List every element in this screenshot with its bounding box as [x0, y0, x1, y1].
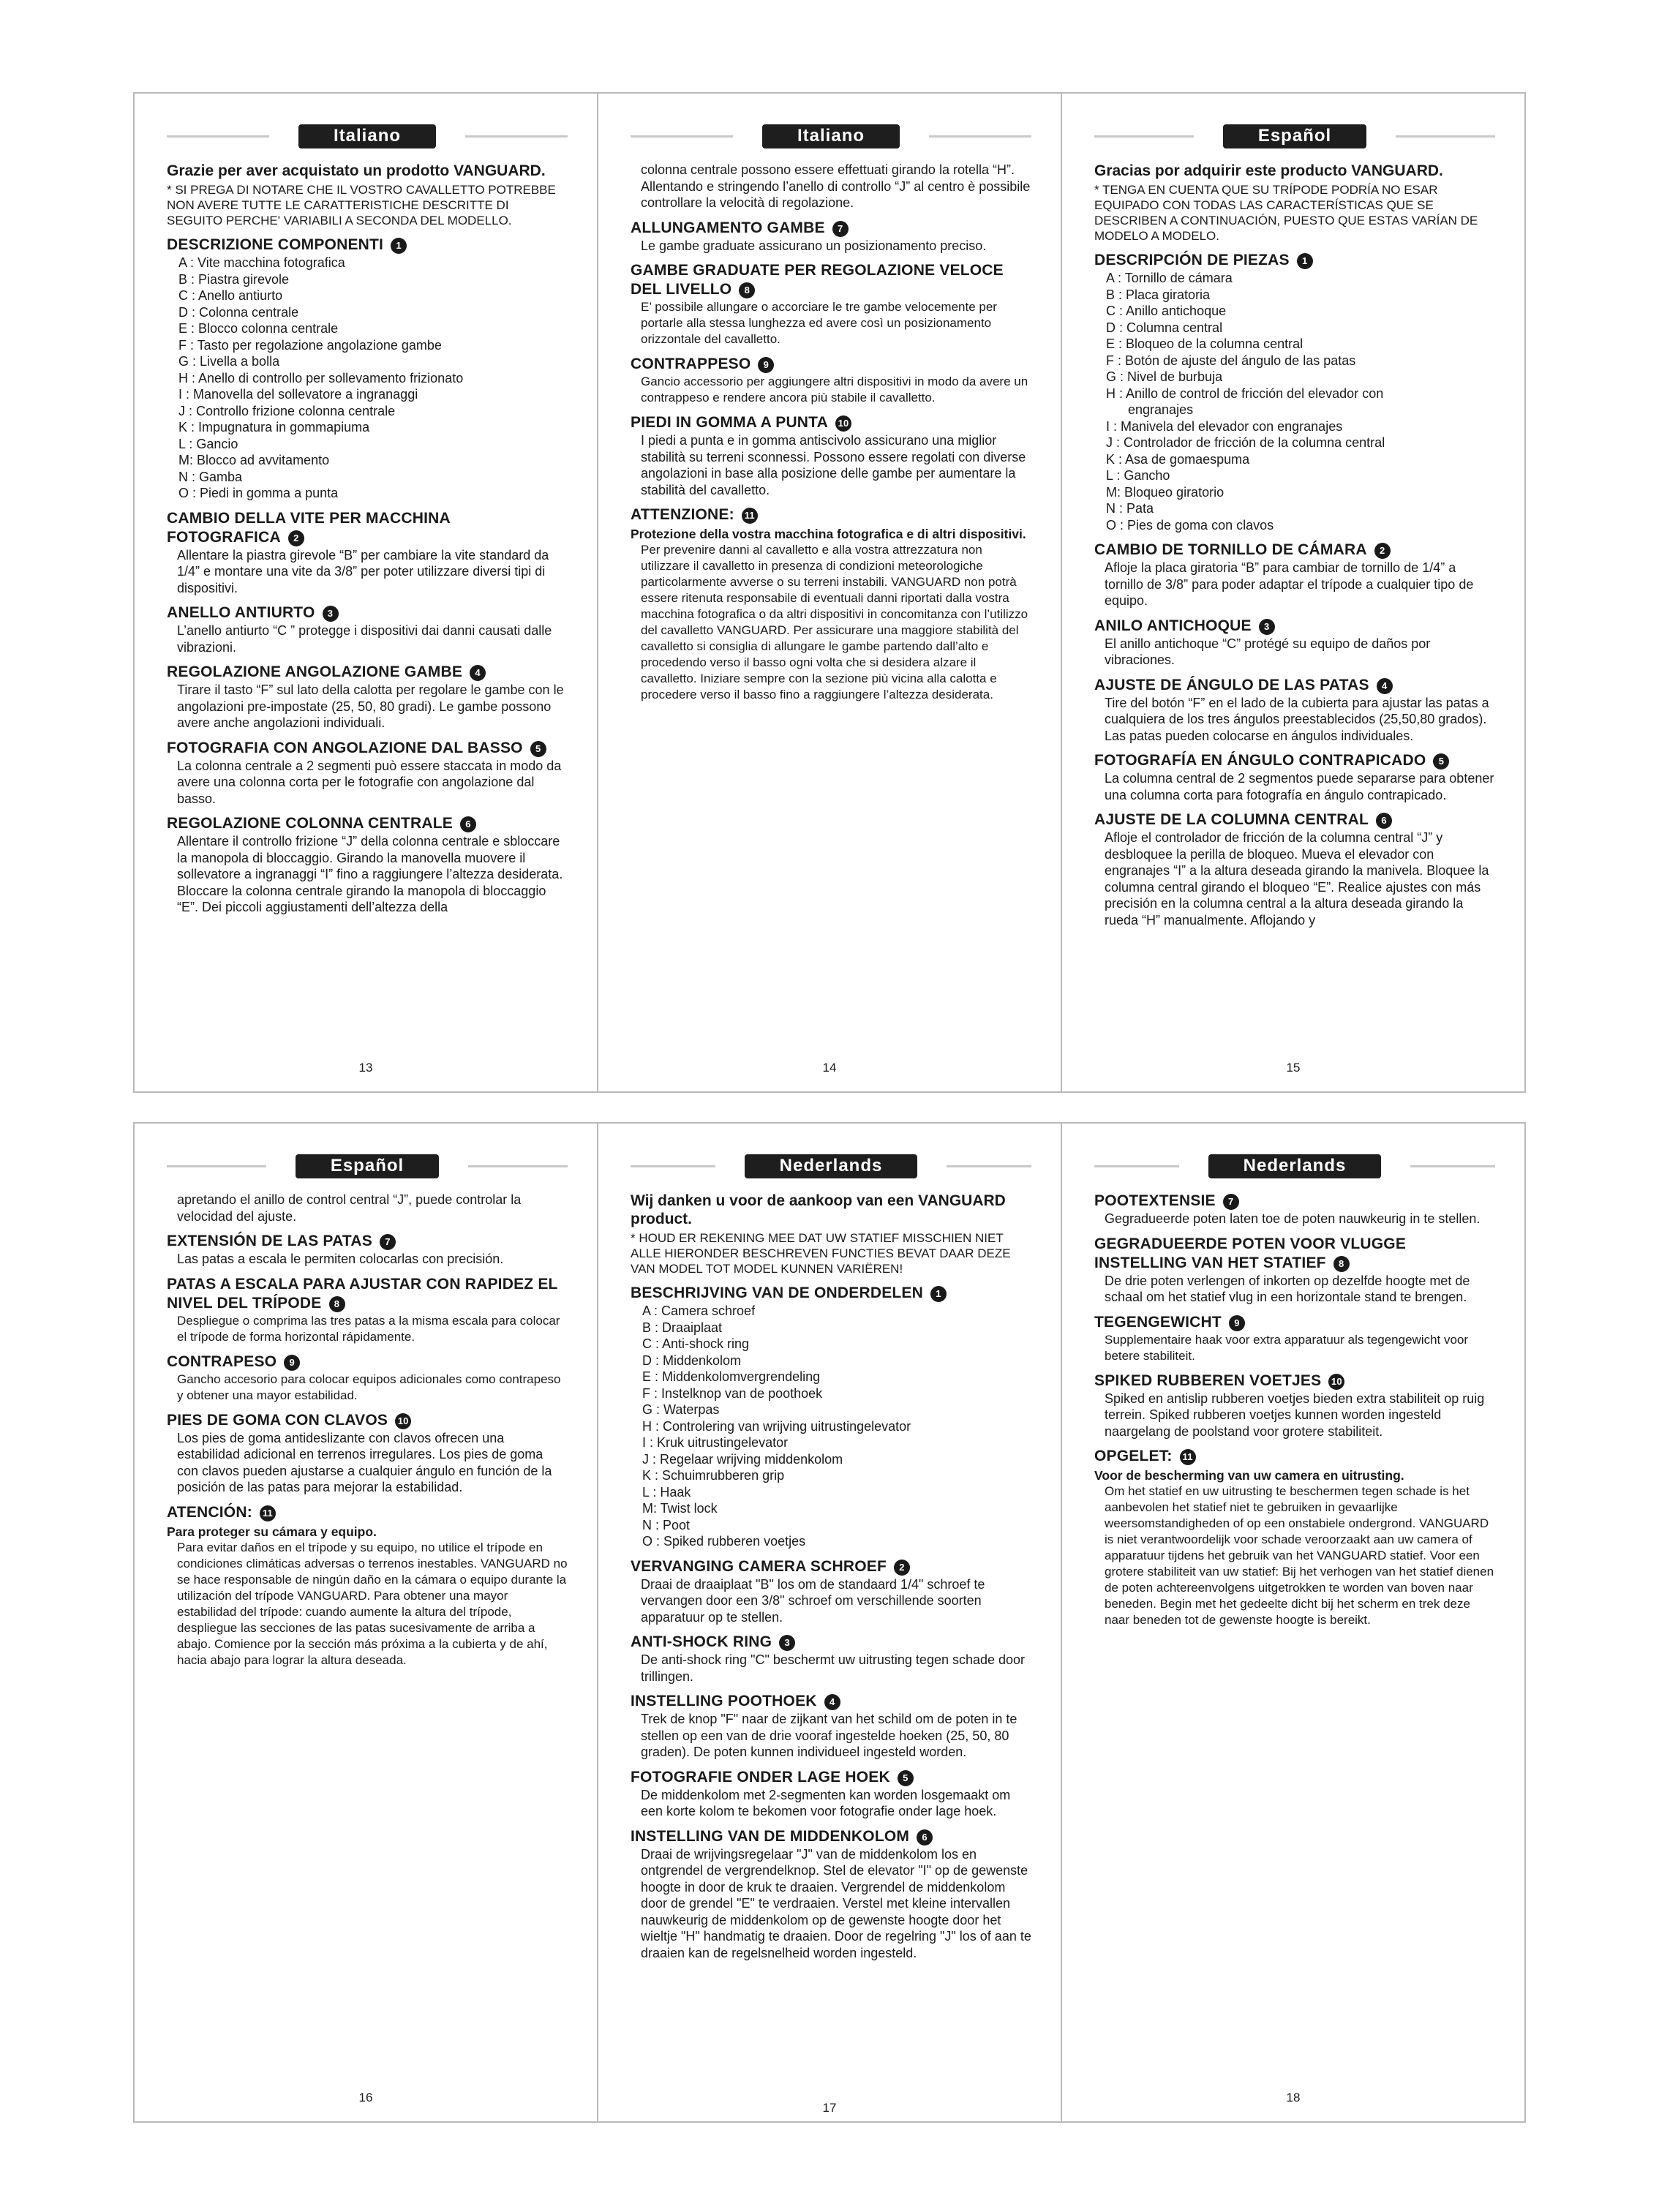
section-number-badge: 11 — [1180, 1449, 1196, 1465]
language-header — [631, 1154, 1031, 1178]
section-title-text: CAMBIO DELLA VITE PER MACCHINA FOTOGRAFICA — [167, 509, 451, 546]
page-number: 13 — [358, 1061, 373, 1075]
section-title — [631, 355, 1031, 374]
warning-subtitle: Voor de bescherming van uw camera en uitrusting. — [1094, 1468, 1404, 1483]
list-item: B : Piastra girevole — [178, 271, 290, 287]
list-item: M: Blocco ad avvitamento — [178, 453, 330, 467]
header-rule-left — [631, 1165, 715, 1167]
section-text: Gegradueerde poten laten toe de poten nauwkeurig in te stellen. — [1105, 1211, 1481, 1226]
section-text: E’ possibile allungare o accorciare le tre gambe velocemente per portarle alla stessa lunghezza ed avere così un posizionamento orizzontale del cavalletto. — [641, 300, 997, 346]
section-text: Allentare il controllo frizione “J” della colonna centrale e sbloccare la manopola di bloccaggio. Girando la manovella muovere il sollevatore a ingranaggi “I” fino a raggiungere l’altezza desiderata. Bloccare la colonna centrale girando la manopola di bloccaggio “E”. Dei piccoli aggiustamenti dell’altezza della — [177, 834, 563, 914]
section-text: I piedi a punta e in gomma antiscivolo assicurano una miglior stabilità su terreni sconnessi. Possono essere regolati con diverse angolazioni in base alla posizione delle gambe per aumentare la stabilità del cavalletto. — [641, 433, 1026, 497]
list-item: G : Waterpas — [642, 1402, 720, 1417]
list-item: C : Anti-shock ring — [642, 1336, 750, 1351]
section-text: Om het statief en uw uitrusting te beschermen tegen schade is het aanbevolen het statief niet te gebruiken in gevaarlijke weersomstandigheden of op een onstabiele ondergrond. VANGUARD is niet verantwoordelijk voor schade veroorzaakt aan uw camera of apparatuur tijdens het gebruik van het VANGUARD statief. Voor een grotere stabiliteit van uw statief: Bij het verhogen van het statief dienen de poten achtereenvolgens uitgetrokken te worden van boven naar beneden. Begin met het gedeelte dicht bij het scherm en trek deze naar beneden tot de gewenste hoogte is bereikt. — [1105, 1484, 1494, 1627]
section-title-text: PIES DE GOMA CON CLAVOS — [167, 1411, 388, 1429]
list-item: K : Impugnatura in gommapiuma — [178, 420, 370, 434]
section-number-badge: 10 — [1328, 1374, 1344, 1390]
section-title-text: CONTRAPESO — [167, 1353, 277, 1370]
section-title — [1094, 1313, 1495, 1332]
section-title — [1094, 1192, 1495, 1211]
list-item: N : Pata — [1106, 501, 1154, 516]
section-title-text: CAMBIO DE TORNILLO DE CÁMARA — [1094, 541, 1367, 558]
language-label: Nederlands — [1208, 1154, 1382, 1178]
section-title — [1094, 1235, 1495, 1273]
section-title-text: INSTELLING VAN DE MIDDENKOLOM — [631, 1827, 910, 1845]
section-title-text: REGOLAZIONE ANGOLAZIONE GAMBE — [167, 663, 463, 680]
section-number-badge: 4 — [470, 665, 486, 681]
section-title — [631, 219, 1031, 238]
page-13 — [135, 94, 597, 1091]
model-note: * HOUD ER REKENING MEE DAT UW STATIEF MISSCHIEN NIET ALLE HIERONDER BESCHREVEN FUNCTIES BEVAT DAAR DEZE VAN MODEL TOT MODEL KUNNEN VARIËREN! — [631, 1231, 1011, 1276]
continued-text: colonna centrale possono essere effettuati girando la rotella “H”. Allentando e stringendo l’anello di controllo “J” al centro è possibile controllare la velocità di regolazione. — [641, 162, 1031, 210]
section-text: Per prevenire danni al cavalletto e alla vostra attrezzatura non utilizzare il cavalletto in presenza di condizioni meteorologiche particolarmente avverse o su terreni instabili. VANGUARD non potrà essere ritenuta responsabile di eventuali danni riportati dalla vostra macchina fotografica o da altri dispositivi in concomitanza con l’utilizzo del cavalletto VANGUARD. Per assicurare una maggiore stabilità del cavalletto si consiglia di allungare le gambe partendo dall’alto e procedendo verso il basso ogni volta che si desidera alzare il cavalletto. Iniziare sempre con la sezione più vicina alla calotta e procedere verso il basso fino a raggiungere l’altezza desiderata. — [641, 543, 1028, 701]
section-title — [167, 509, 568, 547]
section-title-text: ANTI-SHOCK RING — [631, 1633, 772, 1650]
language-label: Español — [296, 1154, 439, 1178]
header-rule-right — [468, 1165, 568, 1167]
list-item: K : Asa de gomaespuma — [1106, 451, 1250, 467]
section-number-badge: 7 — [832, 221, 849, 237]
header-rule-right — [1410, 1165, 1495, 1167]
section-number-badge: 2 — [288, 530, 304, 546]
section-title — [631, 1633, 1031, 1652]
section-text: Draai de draaiplaat "B" los om de standaard 1/4" schroef te vervangen door een 3/8" schroef om verschillende soorten apparatuur op te stellen. — [641, 1576, 985, 1625]
page-17 — [597, 1124, 1061, 2121]
section-title-text: DESCRIPCIÓN DE PIEZAS — [1094, 252, 1290, 268]
section-title-text: TEGENGEWICHT — [1094, 1313, 1222, 1331]
section-text: Spiked en antislip rubberen voetjes bieden extra stabiliteit op ruig terrein. Spiked rubberen voetjes kunnen worden ingesteld naargelang de poolstand voor grotere stabiliteit. — [1105, 1391, 1485, 1439]
list-item: O : Pies de goma con clavos — [1106, 517, 1274, 533]
section-title — [1094, 810, 1495, 830]
section-number-badge: 5 — [898, 1770, 914, 1786]
section-title-text: ATENCIÓN: — [167, 1503, 252, 1521]
continued-text: apretando el anillo de control central “J”, puede controlar la velocidad del ajuste. — [177, 1192, 522, 1224]
list-item: B : Placa giratoria — [1106, 287, 1211, 302]
section-number-badge: 6 — [1376, 813, 1392, 829]
section-number-badge: 2 — [1374, 543, 1391, 559]
list-item: D : Middenkolom — [642, 1353, 742, 1368]
section-text: Trek de knop "F" naar de zijkant van het schild om de poten in te stellen op een van de drie vooraf ingestelde hoeken (25, 50, 80 graden). De poten kunnen individueel ingesteld worden. — [641, 1712, 1017, 1759]
warning-subtitle: Para proteger su cámara y equipo. — [167, 1524, 377, 1539]
section-number-badge: 3 — [1259, 619, 1275, 635]
list-item: D : Colonna centrale — [178, 304, 299, 320]
list-item: J : Regelaar wrijving middenkolom — [642, 1451, 843, 1467]
intro-title: Gracias por adquirir este producto VANGUARD. — [1094, 162, 1443, 179]
section-title — [631, 1768, 1031, 1787]
section-title-text: AJUSTE DE ÁNGULO DE LAS PATAS — [1094, 676, 1369, 693]
section-title — [631, 1692, 1031, 1711]
section-title — [1094, 1447, 1495, 1466]
list-item: A : Camera schroef — [642, 1304, 756, 1318]
header-rule-left — [167, 1165, 266, 1167]
section-title — [167, 1275, 568, 1313]
section-text: Despliegue o comprima las tres patas a la misma escala para colocar el trípode de forma horizontal rápidamente. — [177, 1313, 560, 1344]
section-number-badge: 7 — [1223, 1194, 1239, 1210]
section-number-badge: 4 — [1377, 678, 1393, 694]
page-number: 15 — [1286, 1061, 1301, 1075]
section-text: Gancio accessorio per aggiungere altri dispositivi in modo da avere un contrappeso e rendere ancora più stabile il cavalletto. — [641, 375, 1028, 405]
list-item: H : Controlering van wrijving uitrustingelevator — [642, 1418, 911, 1434]
list-item: A : Tornillo de cámara — [1106, 271, 1233, 285]
language-header — [631, 124, 1031, 148]
warning-subtitle: Protezione della vostra macchina fotografica e di altri dispositivi. — [631, 527, 1026, 541]
intro-title: Wij danken u voor de aankoop van een VANGUARD product. — [631, 1192, 1006, 1227]
section-number-badge: 7 — [380, 1234, 396, 1250]
list-item: G : Livella a bolla — [178, 354, 280, 369]
header-rule-left — [1094, 135, 1194, 138]
section-title — [167, 1232, 568, 1251]
parts-list — [167, 255, 568, 502]
list-item: G : Nivel de burbuja — [1106, 369, 1223, 384]
section-title — [167, 739, 568, 758]
list-item: E : Blocco colonna centrale — [178, 321, 339, 336]
list-item: F : Botón de ajuste del ángulo de las patas — [1106, 353, 1356, 368]
section-text: La colonna centrale a 2 segmenti può essere staccata in modo da avere una colonna corta per le fotografie con angolazione dal basso. — [177, 758, 562, 806]
section-title — [167, 663, 568, 682]
list-item: engranajes — [1106, 402, 1194, 417]
page-16 — [135, 1124, 597, 2121]
section-title-text: POOTEXTENSIE — [1094, 1192, 1216, 1209]
section-number-badge: 1 — [1297, 253, 1313, 269]
language-header — [1094, 124, 1495, 148]
section-number-badge: 8 — [1333, 1256, 1350, 1272]
parts-list — [631, 1303, 1031, 1550]
section-title-text: FOTOGRAFIA CON ANGOLAZIONE DAL BASSO — [167, 739, 523, 756]
list-item: C : Anello antiurto — [178, 288, 283, 303]
list-item: E : Middenkolomvergrendeling — [642, 1369, 821, 1384]
list-item: M: Bloqueo giratorio — [1106, 484, 1224, 500]
section-text: Afloje la placa giratoria “B” para cambiar de tornillo de 1/4” a tornillo de 3/8” para poder adaptar el trípode a cualquier tipo de equipo. — [1105, 560, 1474, 608]
intro-title: Grazie per aver acquistato un prodotto VANGUARD. — [167, 162, 546, 179]
list-item: I : Manovella del sollevatore a ingranaggi — [178, 387, 418, 402]
section-title — [631, 1284, 1031, 1303]
section-title-text: FOTOGRAFÍA EN ÁNGULO CONTRAPICADO — [1094, 752, 1426, 769]
section-title — [631, 1827, 1031, 1846]
section-text: Supplementaire haak voor extra apparatuur als tegengewicht voor betere stabiliteit. — [1105, 1332, 1469, 1363]
list-item: N : Poot — [642, 1517, 691, 1532]
section-number-badge: 6 — [460, 816, 476, 832]
section-title-text: GEGRADUEERDE POTEN VOOR VLUGGE INSTELLING VAN HET STATIEF — [1094, 1235, 1407, 1271]
parts-list — [1094, 270, 1495, 533]
section-number-badge: 9 — [1229, 1315, 1245, 1331]
section-title — [631, 1557, 1031, 1576]
list-item: M: Twist lock — [642, 1501, 718, 1516]
language-label: Español — [1223, 124, 1366, 148]
list-item: C : Anillo antichoque — [1106, 304, 1227, 318]
bottom-spread — [133, 1122, 1526, 2123]
section-text: L’anello antiurto “C ” protegge i dispositivi dai danni causati dalle vibrazioni. — [177, 623, 552, 655]
list-item: D : Columna central — [1106, 320, 1223, 335]
list-item: H : Anello di controllo per sollevamento frizionato — [178, 370, 464, 385]
section-number-badge: 1 — [930, 1286, 947, 1302]
list-item: O : Piedi in gomma a punta — [178, 486, 339, 500]
section-text: De middenkolom met 2-segmenten kan worden losgemaakt om een korte kolom te bekomen voor fotografie onder lage hoek. — [641, 1787, 1011, 1818]
list-item: N : Gamba — [178, 469, 243, 484]
header-rule-right — [465, 135, 568, 138]
section-title-text: SPIKED RUBBEREN VOETJES — [1094, 1372, 1322, 1389]
section-text: De anti-shock ring "C" beschermt uw uitrusting tegen schade door trillingen. — [641, 1652, 1026, 1684]
section-text: El anillo antichoque “C” protégé su equipo de daños por vibraciones. — [1105, 636, 1431, 667]
section-title — [1094, 617, 1495, 636]
section-number-badge: 10 — [395, 1413, 411, 1429]
section-title-text: PATAS A ESCALA PARA AJUSTAR CON RAPIDEZ EL NIVEL DEL TRÍPODE — [167, 1275, 558, 1312]
section-text: La columna central de 2 segmentos puede separarse para obtener una columna corta para fotografía en ángulo contrapicado. — [1105, 771, 1494, 802]
list-item: F : Tasto per regolazione angolazione gambe — [178, 337, 442, 353]
section-number-badge: 5 — [1433, 753, 1449, 770]
page-number: 18 — [1286, 2091, 1301, 2104]
list-item: I : Manivela del elevador con engranajes — [1106, 418, 1343, 434]
section-title-text: ANILO ANTICHOQUE — [1094, 617, 1252, 634]
section-title-text: REGOLAZIONE COLONNA CENTRALE — [167, 815, 453, 832]
section-title-text: BESCHRIJVING VAN DE ONDERDELEN — [631, 1284, 923, 1301]
list-item: O : Spiked rubberen voetjes — [642, 1534, 806, 1549]
section-title-text: ANELLO ANTIURTO — [167, 604, 315, 621]
list-item: J : Controlador de fricción de la columna central — [1106, 435, 1385, 450]
section-title-text: CONTRAPPESO — [631, 356, 751, 372]
section-number-badge: 3 — [779, 1635, 795, 1651]
section-title-text: ALLUNGAMENTO GAMBE — [631, 219, 825, 236]
page-15 — [1061, 94, 1524, 1091]
header-rule-right — [929, 135, 1031, 138]
header-rule-right — [1396, 135, 1495, 138]
section-title-text: EXTENSIÓN DE LAS PATAS — [167, 1233, 372, 1249]
page-number: 16 — [358, 2091, 373, 2104]
page-number: 14 — [822, 1061, 837, 1075]
section-text: Tirare il tasto “F” sul lato della calotta per regolare le gambe con le angolazioni pre-impostate (25, 50, 80 gradi). Le gambe possono avere anche angolazioni individuali. — [177, 682, 564, 730]
section-title — [631, 261, 1031, 299]
header-rule-right — [947, 1165, 1031, 1167]
section-title — [167, 236, 568, 255]
section-title-text: DESCRIZIONE COMPONENTI — [167, 236, 384, 253]
section-number-badge: 9 — [284, 1355, 300, 1371]
section-text: Allentare la piastra girevole “B” per cambiare la vite standard da 1/4” e montare una vite da 3/8” per poter utilizzare diversi tipi di dispositivi. — [177, 547, 549, 595]
section-text: Tire del botón “F” en el lado de la cubierta para ajustar las patas a cualquiera de los tres ángulos preestablecidos (25,50,80 grados). Las patas pueden colocarse en ángulos individuales. — [1105, 695, 1489, 743]
model-note: * SI PREGA DI NOTARE CHE IL VOSTRO CAVALLETTO POTREBBE NON AVERE TUTTE LE CARATTERISTICHE DESCRITTE DI SEGUITO PERCHE' VARIABILI A SECONDA DEL MODELLO. — [167, 183, 556, 227]
section-number-badge: 8 — [739, 282, 755, 298]
section-title-text: AJUSTE DE LA COLUMNA CENTRAL — [1094, 811, 1369, 828]
list-item: I : Kruk uitrustingelevator — [642, 1435, 789, 1450]
section-title — [167, 603, 568, 622]
list-item: H : Anillo de control de fricción del elevador con — [1106, 385, 1384, 401]
section-title — [167, 1411, 568, 1430]
section-number-badge: 11 — [742, 508, 758, 524]
section-text: Gancho accesorio para colocar equipos adicionales como contrapeso y obtener una mayor estabilidad. — [177, 1372, 561, 1402]
section-text: Los pies de goma antideslizante con clavos ofrecen una estabilidad adicional en terrenos irregulares. Los pies de goma con clavos pueden ajustarse a cualquier ángulo en función de la posición de las patas para mejorar la estabilidad. — [177, 1430, 552, 1494]
section-title-text: VERVANGING CAMERA SCHROEF — [631, 1557, 887, 1575]
section-number-badge: 11 — [260, 1505, 276, 1521]
section-number-badge: 9 — [758, 357, 774, 373]
list-item: A : Vite macchina fotografica — [178, 255, 345, 270]
section-text: De drie poten verlengen of inkorten op dezelfde hoogte met de schaal om het statief vlug in een horizontale stand te brengen. — [1105, 1273, 1470, 1304]
header-rule-left — [1094, 1165, 1179, 1167]
section-title — [631, 413, 1031, 432]
section-title-text: ATTENZIONE: — [631, 506, 734, 523]
list-item: F : Instelknop van de poothoek — [642, 1385, 823, 1401]
section-title — [1094, 751, 1495, 770]
page-number: 17 — [822, 2101, 837, 2115]
section-title-text: FOTOGRAFIE ONDER LAGE HOEK — [631, 1768, 890, 1786]
section-text: Para evitar daños en el trípode y su equipo, no utilice el trípode en condiciones climáticas adversas o terrenos inestables. VANGUARD no se hace responsable de ningún daño en la cámara o equipo durante la utilización del trípode VANGUARD. Para obtener una mayor estabilidad del trípode: cuando aumente la altura del trípode, despliegue las secciones de las patas sucesivamente de arriba a abajo. Comience por la sección más próxima a la cubierta y de ahí, hacia abajo para lograr la altura deseada. — [177, 1540, 568, 1667]
model-note: * TENGA EN CUENTA QUE SU TRÍPODE PODRÍA NO ESAR EQUIPADO CON TODAS LAS CARACTERÍSTICAS QUE SE DESCRIBEN A CONTINUACIÓN, PUESTO QUE ESTAS VARÍAN DE MODELO A MODELO. — [1094, 183, 1478, 243]
language-header — [167, 1154, 568, 1178]
page-18 — [1061, 1124, 1524, 2121]
language-label: Italiano — [762, 124, 900, 148]
section-title — [167, 814, 568, 833]
section-number-badge: 1 — [391, 238, 407, 254]
top-spread — [133, 92, 1526, 1093]
list-item: K : Schuimrubberen grip — [642, 1468, 785, 1483]
section-title-text: OPGELET: — [1094, 1448, 1173, 1464]
page-14 — [597, 94, 1061, 1091]
language-label: Italiano — [298, 124, 436, 148]
section-title — [167, 1353, 568, 1372]
section-text: Draai de wrijvingsregelaar "J" van de middenkolom los en ontgrendel de vergrendelknop. Stel de elevator "I" op de gewenste hoogte in door de kruk te draaien. Vergrendel de middenkolom door de grendel "E" te verdraaien. Verstel met kleine intervallen nauwkeurig de middenkolom op de gewenste hoogte door het wieltje "H" handmatig te draaien. Door de regelring "J" los of aan te draaien kan de regelsnelheid worden ingesteld. — [641, 1846, 1031, 1960]
section-number-badge: 3 — [323, 606, 339, 622]
section-title — [167, 1503, 568, 1522]
section-title-text: PIEDI IN GOMMA A PUNTA — [631, 414, 829, 431]
section-number-badge: 10 — [835, 415, 851, 432]
section-number-badge: 8 — [329, 1296, 345, 1312]
section-title — [1094, 676, 1495, 695]
section-number-badge: 2 — [894, 1560, 910, 1576]
list-item: L : Gancio — [178, 436, 238, 451]
list-item: J : Controllo frizione colonna centrale — [178, 403, 396, 418]
section-text: Afloje el controlador de fricción de la columna central “J” y desbloquee la perilla de bloqueo. Mueva el elevador con engranajes “I” a la altura deseada girando la manivela. Bloquee la columna central girando el bloqueo “E”. Realice ajustes con más precisión en la columna central a la altura deseada girando la rueda “H” manualmente. Aflojando y — [1105, 830, 1489, 928]
section-title-text: GAMBE GRADUATE PER REGOLAZIONE VELOCE DEL LIVELLO — [631, 262, 1004, 298]
section-title — [1094, 541, 1495, 560]
list-item: L : Haak — [642, 1484, 691, 1500]
section-text: Le gambe graduate assicurano un posizionamento preciso. — [641, 238, 987, 253]
section-title — [1094, 251, 1495, 270]
section-title-text: INSTELLING POOTHOEK — [631, 1693, 817, 1709]
section-number-badge: 5 — [530, 741, 546, 757]
language-label: Nederlands — [745, 1154, 918, 1178]
header-rule-left — [167, 135, 269, 138]
section-title — [1094, 1372, 1495, 1391]
list-item: B : Draaiplaat — [642, 1320, 723, 1335]
language-header — [1094, 1154, 1495, 1178]
list-item: L : Gancho — [1106, 468, 1170, 483]
language-header — [167, 124, 568, 148]
section-number-badge: 4 — [824, 1694, 840, 1710]
header-rule-left — [631, 135, 733, 138]
section-text: Las patas a escala le permiten colocarlas con precisión. — [177, 1252, 504, 1266]
section-number-badge: 6 — [917, 1829, 933, 1846]
section-title — [631, 505, 1031, 524]
list-item: E : Bloqueo de la columna central — [1106, 336, 1304, 351]
